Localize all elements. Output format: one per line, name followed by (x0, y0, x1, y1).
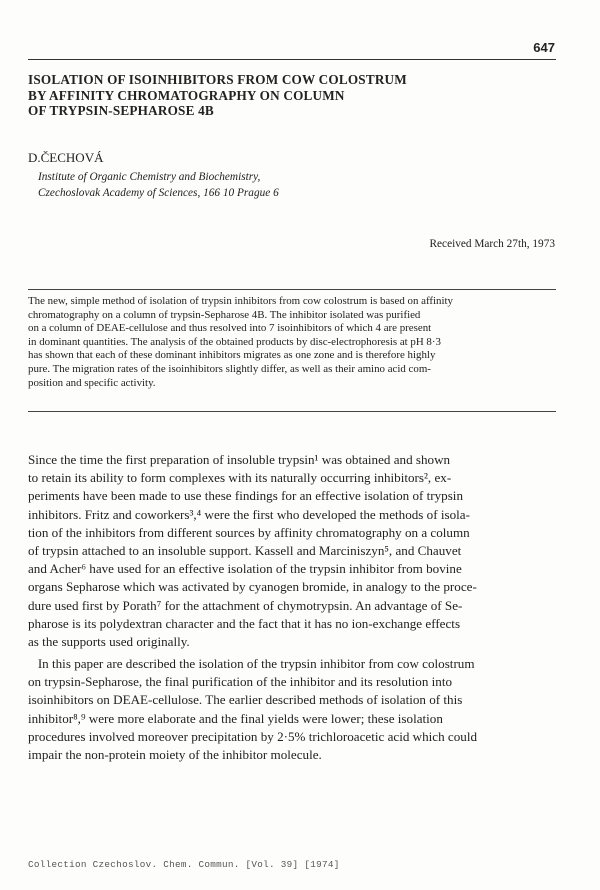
abstract-rule-top (28, 289, 556, 290)
body-paragraph-2 (28, 655, 558, 764)
body-line: of trypsin attached to an insoluble support. Kassell and Marciniszyn⁵, and Chauvet (28, 543, 462, 559)
body-line: and Acher⁶ have used for an effective isolation of the trypsin inhibitor from bovine (28, 561, 462, 577)
title-line: OF TRYPSIN-SEPHAROSE 4B (28, 103, 214, 118)
journal-footer: Collection Czechoslov. Chem. Commun. [Vol. 39] [1974] (28, 859, 340, 870)
body-line: periments have been made to use these findings for an effective isolation of trypsin (28, 488, 463, 504)
body-paragraph-1 (28, 451, 558, 651)
abstract (28, 295, 556, 390)
header-rule (28, 59, 556, 60)
abstract-rule-bottom (28, 411, 556, 412)
affiliation-line: Czechoslovak Academy of Sciences, 166 10 Prague 6 (38, 187, 279, 199)
abstract-line: chromatography on a column of trypsin-Sepharose 4B. The inhibitor isolated was purified (28, 308, 421, 321)
body-line: dure used first by Porath⁷ for the attachment of chymotrypsin. An advantage of Se- (28, 597, 463, 613)
body-line: inhibitors. Fritz and coworkers³,⁴ were the first who developed the methods of isola- (28, 506, 470, 522)
body-line: Since the time the first preparation of insoluble trypsin¹ was obtained and shown (28, 452, 451, 467)
affiliation-line: Institute of Organic Chemistry and Biochemistry, (38, 171, 261, 183)
received-date: Received March 27th, 1973 (429, 238, 555, 250)
title-line: ISOLATION OF ISOINHIBITORS FROM COW COLOSTRUM (28, 72, 407, 87)
abstract-line: The new, simple method of isolation of trypsin inhibitors from cow colostrum is based on affinity (28, 295, 453, 307)
body-line: impair the non-protein moiety of the inhibitor molecule. (28, 747, 322, 763)
abstract-line: pure. The migration rates of the isoinhibitors slightly differ, as well as their amino acid com- (28, 362, 431, 375)
author-affiliation (38, 169, 279, 201)
abstract-line: in dominant quantities. The analysis of the obtained products by disc-electrophoresis at pH 8·3 (28, 335, 441, 348)
author-name: D.ČECHOVÁ (28, 150, 104, 165)
abstract-line: on a column of DEAE-cellulose and thus resolved into 7 isoinhibitors of which 4 are present (28, 322, 432, 335)
title-line: BY AFFINITY CHROMATOGRAPHY ON COLUMN (28, 87, 345, 103)
body-line: to retain its ability to form complexes with its naturally occurring inhibitors², ex- (28, 470, 452, 486)
body-line: tion of the inhibitors from different sources by affinity chromatography on a column (28, 524, 470, 540)
abstract-line: position and specific activity. (28, 376, 156, 389)
body-line: inhibitor⁸,⁹ were more elaborate and the final yields were lower; these isolation (28, 710, 443, 726)
body-line: In this paper are described the isolation of the trypsin inhibitor from cow colostrum (28, 656, 475, 671)
page-number: 647 (533, 40, 555, 55)
body-line: procedures involved moreover precipitation by 2·5% trichloroacetic acid which could (28, 728, 478, 744)
body-line: isoinhibitors on DEAE-cellulose. The earlier described methods of isolation of this (28, 692, 463, 708)
body-line: as the supports used originally. (28, 634, 190, 650)
body-line: organs Sepharose which was activated by cyanogen bromide, in analogy to the proce- (28, 579, 477, 595)
article-title (28, 72, 548, 119)
abstract-line: has shown that each of these dominant inhibitors migrates as one zone and is therefore highly (28, 349, 436, 362)
body-line: on trypsin-Sepharose, the final purification of the inhibitor and its resolution into (28, 674, 453, 690)
body-line: pharose is its polydextran character and the fact that it has no ion-exchange effects (28, 615, 461, 631)
